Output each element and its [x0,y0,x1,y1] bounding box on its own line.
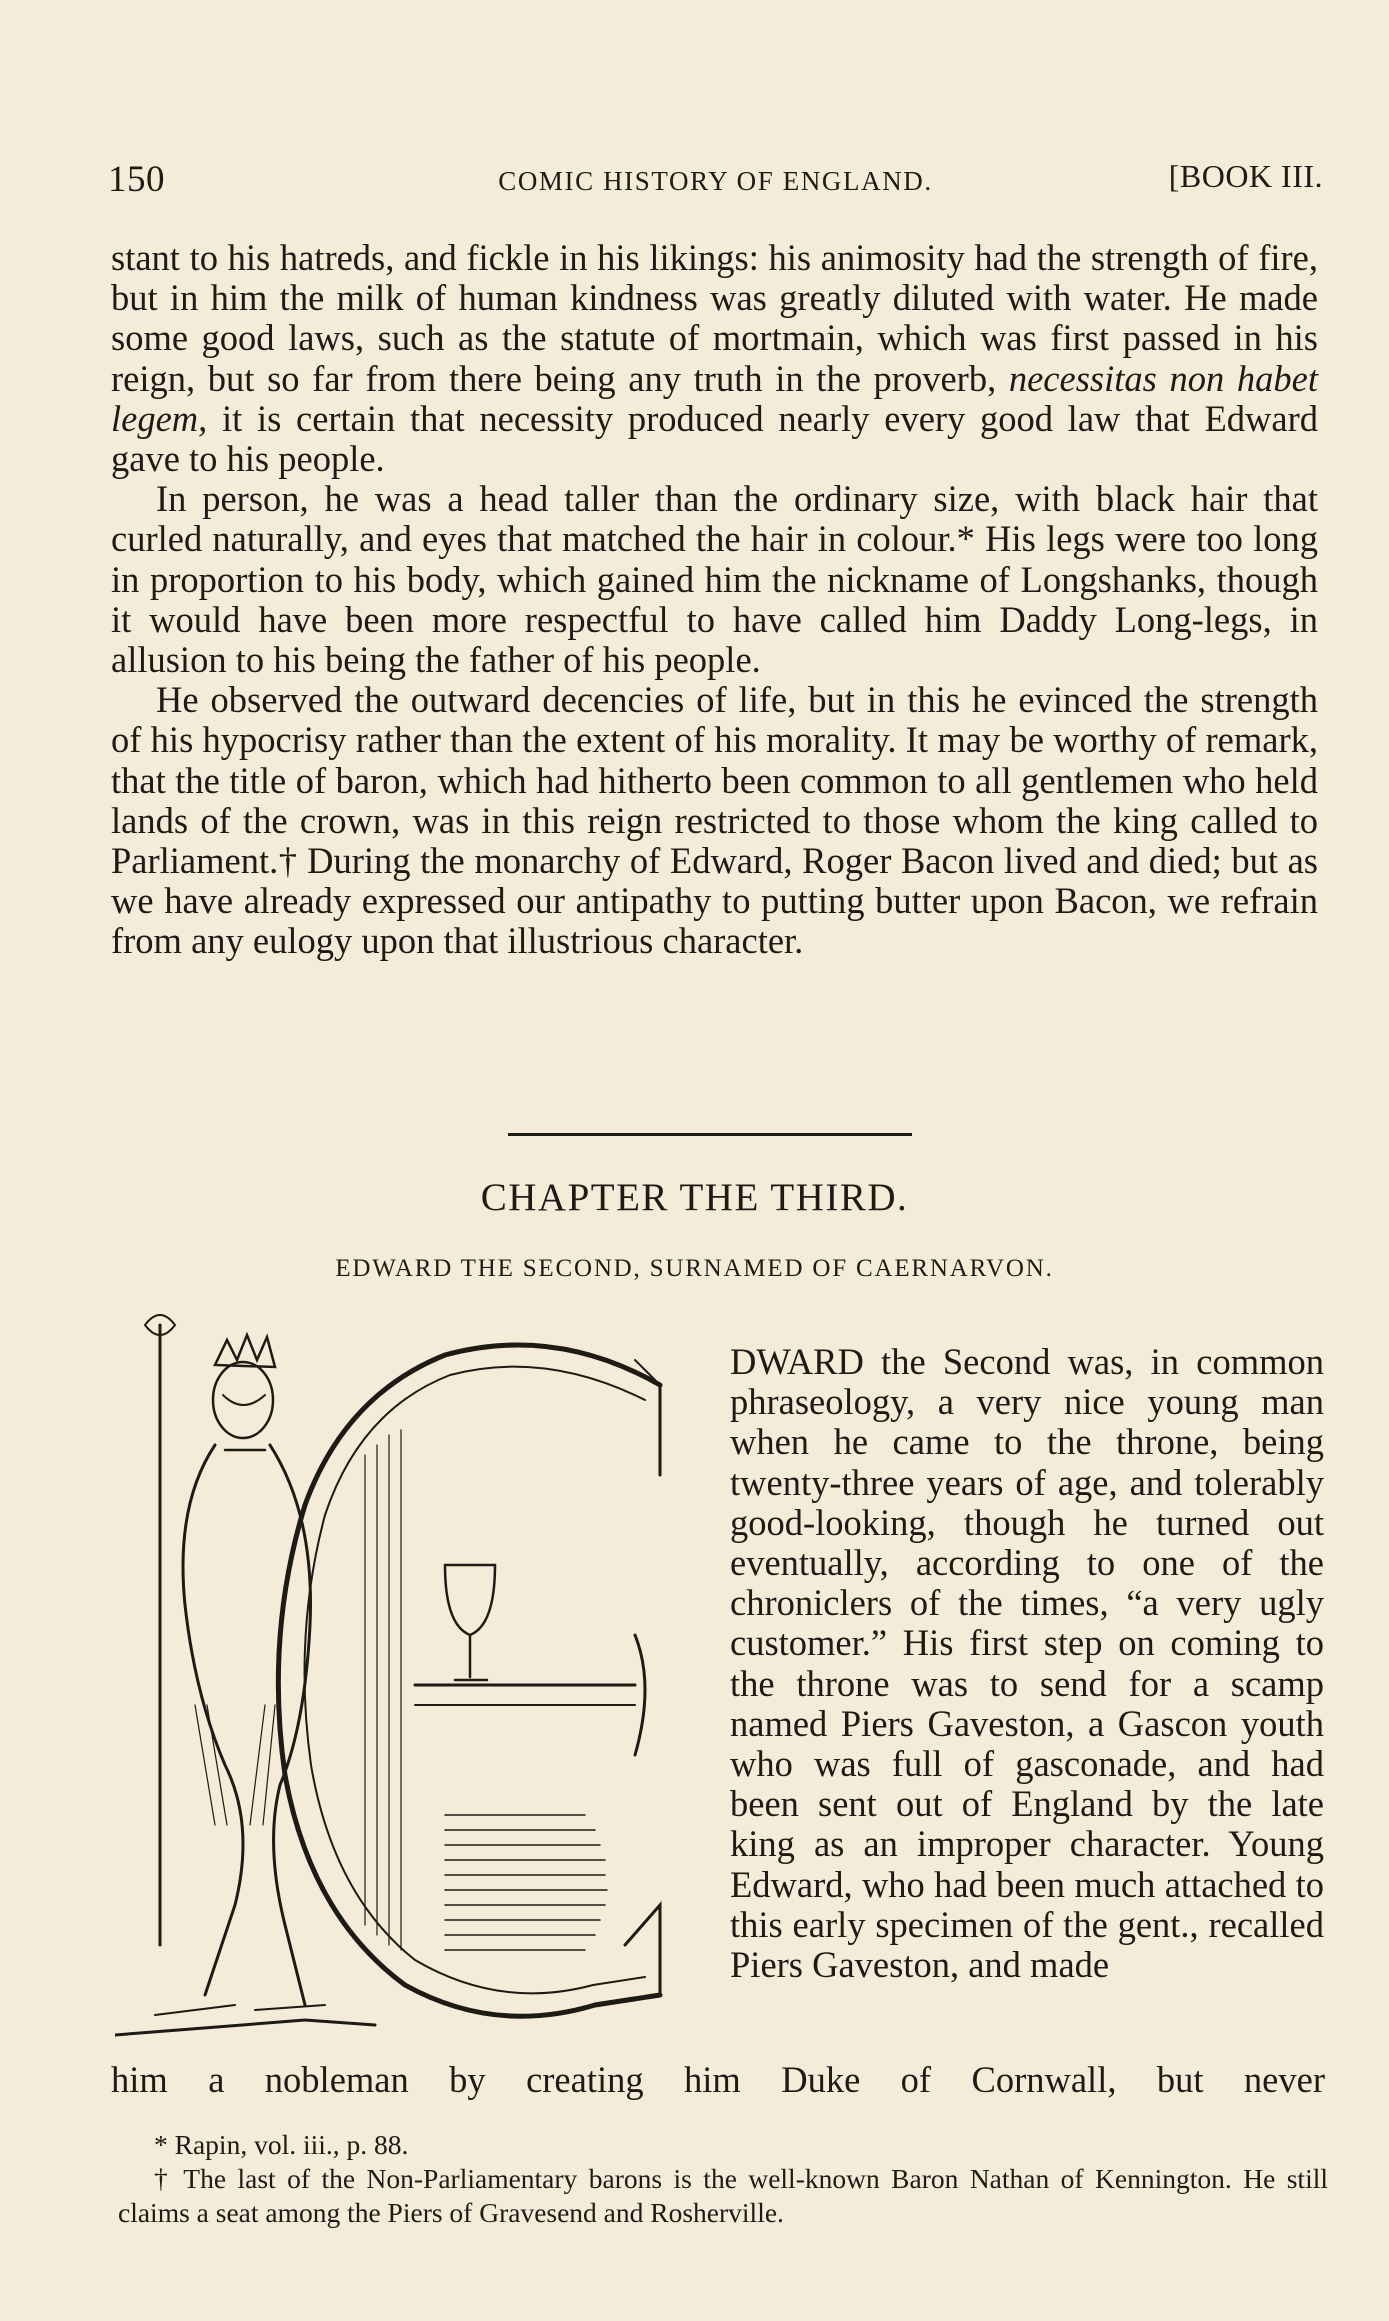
paragraph-1-end: it is certain that necessity produced nearly every good law that Edward gave to his people. [111,397,1319,480]
footnote-2: † The last of the Non-Parliamentary barons is the well-known Baron Nathan of Kennington. He still claims a seat among the Piers of Gravesend and Rosherville. [118,2163,1328,2228]
chapter-opening-paragraph: DWARD the Second was, in common phraseology, a very nice young man when he came to the throne, being twenty-three years of age, and tolerably good-looking, though he turned out eventually, according to one of the chroniclers of the times, “a very ugly customer.” His first step on coming to the throne was to send for a scamp named Piers Gaveston, a Gascon youth who was full of gasconade, and had been sent out of England by the late king as an improper character. Young Edward, who had been much attached to this early specimen of the gent., recalled Piers Gaveston, and made [730,1341,1324,1986]
paragraph-2: In person, he was a head taller than the ordinary size, with black hair that curled naturally, and eyes that matched the hair in colour.* His legs were too long in proportion to his body, which gained him the nickname of Longshanks, though it would have been more respectful to have called him Daddy Long-legs, in allusion to his being the father of his people. [111,478,1318,681]
drop-cap-illustration [115,1305,685,2040]
chapter-continuation: him a nobleman by creating him Duke of Cornwall, but never [111,2059,1325,2100]
chapter-title: CHAPTER THE THIRD. [480,1176,909,1219]
chapter-subtitle: EDWARD THE SECOND, SURNAMED OF CAERNARVON. [335,1255,1054,1282]
footnote-1: * Rapin, vol. iii., p. 88. [154,2129,409,2160]
running-title: COMIC HISTORY OF ENGLAND. [498,166,933,196]
page-number: 150 [108,159,165,200]
paragraph-3: He observed the outward decencies of life, but in this he evinced the strength of his hypocrisy rather than the extent of his morality. It may be worthy of remark, that the title of baron, which had hitherto been common to all gentlemen who held lands of the crown, was in this reign restricted to those whom the king called to Parliament.† During the monarchy of Edward, Roger Bacon lived and died; but as we have already expressed our antipathy to putting butter upon Bacon, we refrain from any eulogy upon that illustrious character. [111,679,1318,962]
chapter-opening-text [730,1342,1324,1985]
book-tag: [BOOK III. [1168,158,1323,194]
latin-proverb: necessitas non habet legem, [111,357,1318,439]
page-header [108,158,1323,202]
footnotes [118,2128,1328,2230]
paragraph-1-text: stant to his hatreds, and fickle in his likings: his animosity had the strength of fire, but in him the milk of human kindness was greatly diluted with water. He made some good laws, such as the statute of mortmain, which was first passed in his reign, but so far from there being any truth in the proverb, [111,237,1318,399]
paragraph-1 [111,238,1318,479]
section-rule [508,1133,912,1136]
body-text [111,238,1318,962]
